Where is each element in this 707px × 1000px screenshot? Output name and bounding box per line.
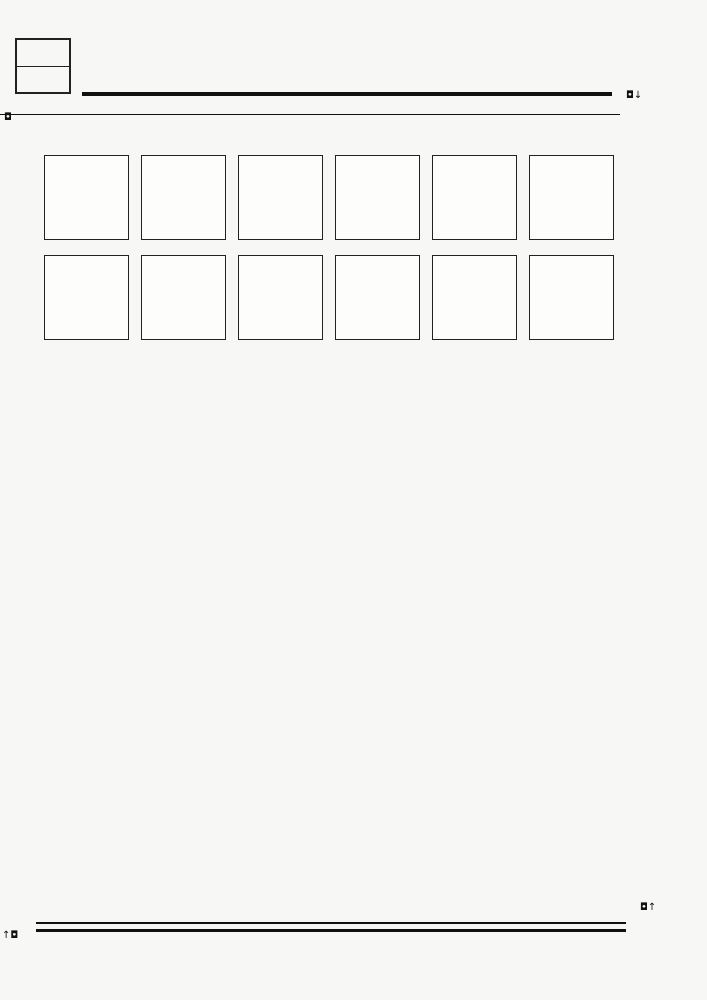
grid-char bbox=[45, 156, 128, 239]
grid-cell bbox=[238, 155, 323, 240]
grid-cell bbox=[335, 155, 420, 240]
grid-char bbox=[239, 256, 322, 339]
header-rule-thick bbox=[82, 92, 612, 96]
footer-rule-thin bbox=[36, 922, 626, 924]
fan-artwork bbox=[0, 500, 707, 860]
grid-char bbox=[142, 256, 225, 339]
grid-cell bbox=[529, 255, 614, 340]
grid-cell bbox=[335, 255, 420, 340]
grid-cell bbox=[529, 155, 614, 240]
badge-group-label bbox=[17, 40, 69, 67]
grid-char bbox=[45, 256, 128, 339]
grid-cell bbox=[141, 155, 226, 240]
grid-char bbox=[433, 156, 516, 239]
camera-icon: ◘↓ bbox=[626, 90, 643, 101]
grid-char bbox=[142, 156, 225, 239]
camera-icon: ◘↑ bbox=[640, 902, 657, 913]
grid-char bbox=[336, 256, 419, 339]
header-rule-thin bbox=[0, 114, 620, 115]
grid-cell bbox=[44, 155, 129, 240]
grid-cell bbox=[432, 255, 517, 340]
grid-char bbox=[336, 156, 419, 239]
grid-char bbox=[239, 156, 322, 239]
group-badge bbox=[15, 38, 71, 94]
grid-char bbox=[433, 256, 516, 339]
grid-cell bbox=[432, 155, 517, 240]
grid-cell bbox=[141, 255, 226, 340]
camera-icon: ↑◘ bbox=[2, 930, 19, 941]
grid-char bbox=[530, 256, 613, 339]
camera-icon: ◘ bbox=[4, 112, 12, 123]
grid-cell bbox=[238, 255, 323, 340]
practice-grid bbox=[36, 155, 614, 345]
grid-cell bbox=[44, 255, 129, 340]
footer-rule-thick bbox=[36, 929, 626, 932]
grid-char bbox=[530, 156, 613, 239]
